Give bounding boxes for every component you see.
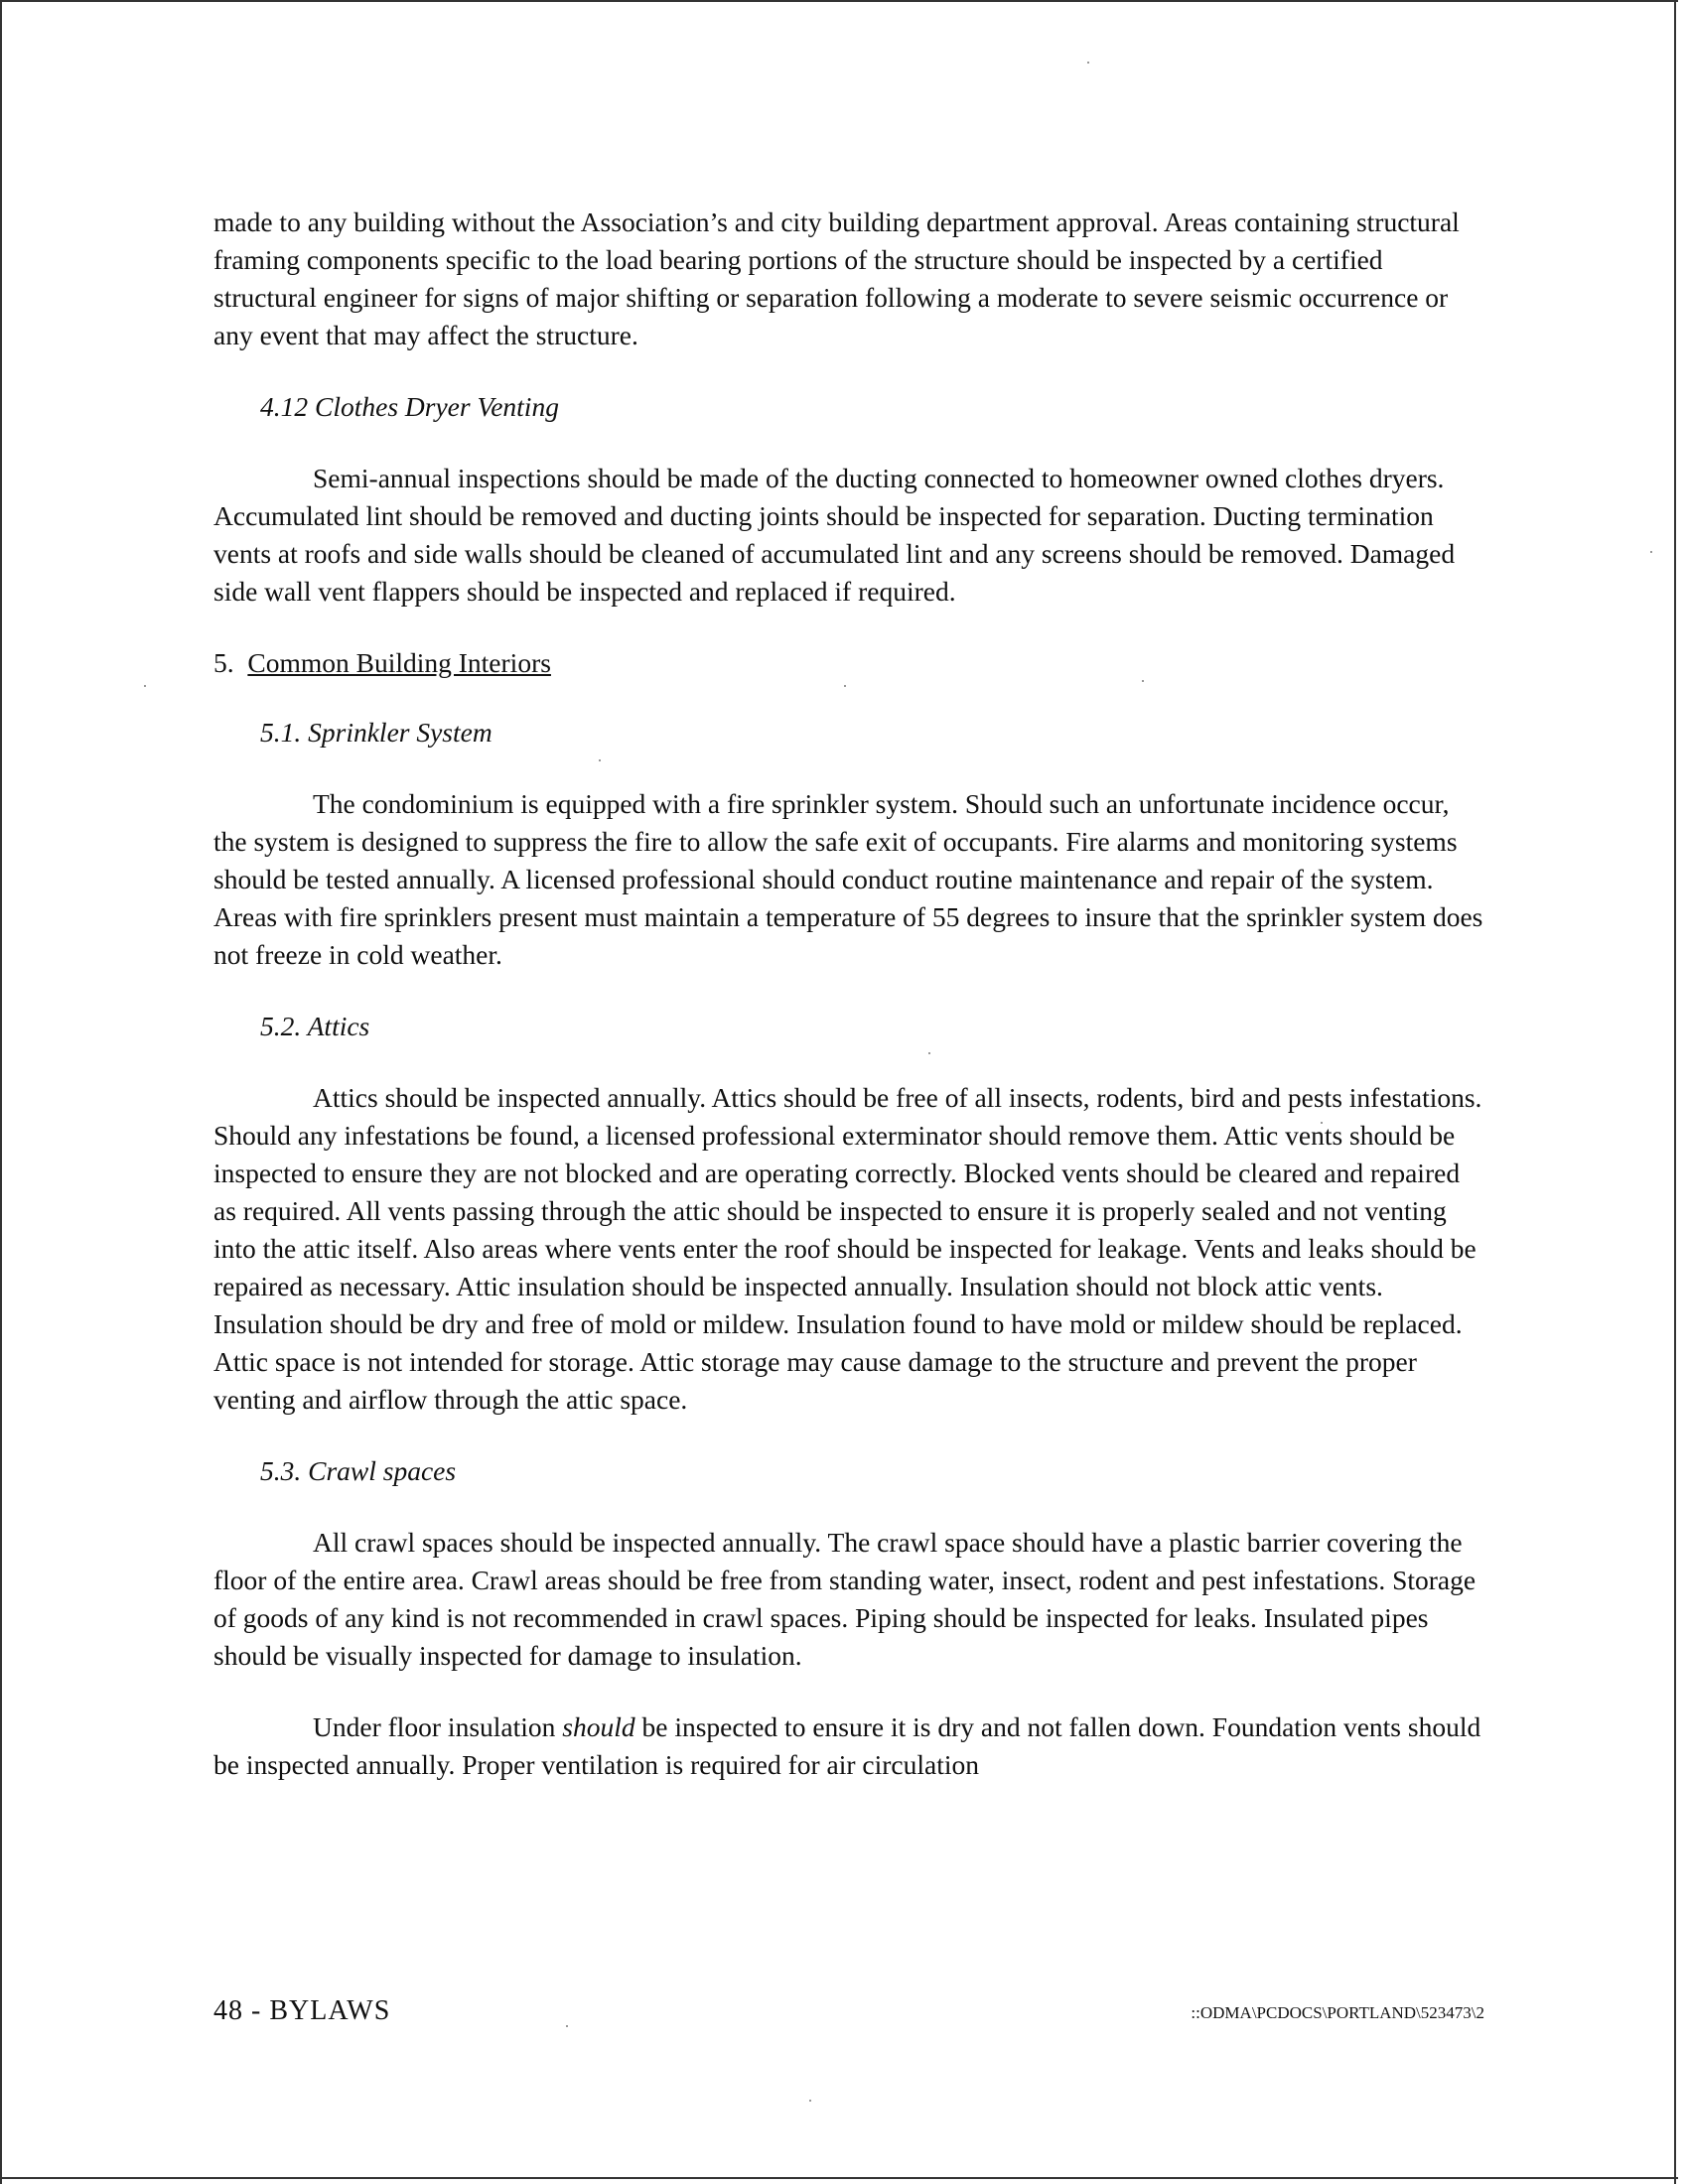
section-4-12-body: Semi-annual inspections should be made of the ducting connected to homeowner owned clothes dryers. Accumulated lint should be removed and ducting joints should be inspected for separation. Ducting termination vents at roofs and side walls should be cleaned of accumulated lint and any screens should be removed. Damaged side wall vent flappers should be inspected and replaced if required. xyxy=(213,463,1456,607)
body2-end: be inspected to ensure it is dry and not fallen down. Foundation vents should be inspected annually. Proper ventilation is required for air circulation xyxy=(213,1711,1481,1780)
page-border-bottom xyxy=(0,2177,1678,2179)
footer-page-label: 48 - BYLAWS xyxy=(213,1995,391,2026)
footer-doc-path: ::ODMA\PCDOCS\PORTLAND\523473\2 xyxy=(1191,2003,1484,2022)
section-5-3-heading: 5.3. Crawl spaces xyxy=(260,1455,457,1486)
body2-start: Under floor insulation xyxy=(313,1711,563,1742)
body2-emphasis: should xyxy=(562,1711,635,1742)
section-5-1-heading: 5.1. Sprinkler System xyxy=(260,717,492,748)
section-4-12-heading: 4.12 Clothes Dryer Venting xyxy=(260,391,559,422)
page-footer xyxy=(213,1995,1484,2035)
scan-speck xyxy=(144,685,146,687)
scan-speck xyxy=(1650,551,1652,553)
scan-speck xyxy=(1087,62,1089,64)
section-5-1-body: The condominium is equipped with a fire sprinkler system. Should such an unfortunate incidence occur, the system is designed to suppress the fire to allow the safe exit of occupants. Fire alarms and monitoring systems should be tested annually. A licensed professional should conduct routine maintenance and repair of the system. Areas with fire sprinklers present must maintain a temperature of 55 degrees to insure that the sprinkler system does not freeze in cold weather. xyxy=(213,788,1483,970)
opening-paragraph: made to any building without the Association’s and city building department approval. Areas containing structural framing components specific to the load bearing portions of the structure should be inspected by a certified structural engineer for signs of major shifting or separation following a moderate to severe seismic occurrence or any event that may affect the structure. xyxy=(213,206,1460,350)
section-5-title: Common Building Interiors xyxy=(247,647,551,678)
section-5-heading xyxy=(213,644,1484,682)
document-body xyxy=(213,204,1484,1784)
section-5-3-body: All crawl spaces should be inspected annually. The crawl space should have a plastic barrier covering the floor of the entire area. Crawl areas should be free from standing water, insect, rodent and pest infestations. Storage of goods of any kind is not recommended in crawl spaces. Piping should be inspected for leaks. Insulated pipes should be visually inspected for damage to insulation. xyxy=(213,1527,1477,1671)
page-border-left xyxy=(0,0,2,2184)
page-border-right xyxy=(1674,0,1676,2184)
scan-speck xyxy=(809,2100,811,2102)
page-border-top xyxy=(0,0,1678,2)
section-5-2-heading: 5.2. Attics xyxy=(260,1011,370,1041)
section-5-3-body-2 xyxy=(213,1708,1484,1784)
section-5-number: 5. xyxy=(213,647,234,678)
section-5-2-body: Attics should be inspected annually. Attics should be free of all insects, rodents, bird and pests infestations. Should any infestations be found, a licensed professional exterminator should remove them. Attic vents should be inspected to ensure they are not blocked and are operating correctly. Blocked vents should be cleared and repaired as required. All vents passing through the attic should be inspected to ensure it is properly sealed and not venting into the attic itself. Also areas where vents enter the roof should be inspected for leakage. Vents and leaks should be repaired as necessary. Attic insulation should be inspected annually. Insulation should not block attic vents. Insulation should be dry and free of mold or mildew. Insulation found to have mold or mildew should be replaced. Attic space is not intended for storage. Attic storage may cause damage to the structure and prevent the proper venting and airflow through the attic space. xyxy=(213,1082,1482,1415)
